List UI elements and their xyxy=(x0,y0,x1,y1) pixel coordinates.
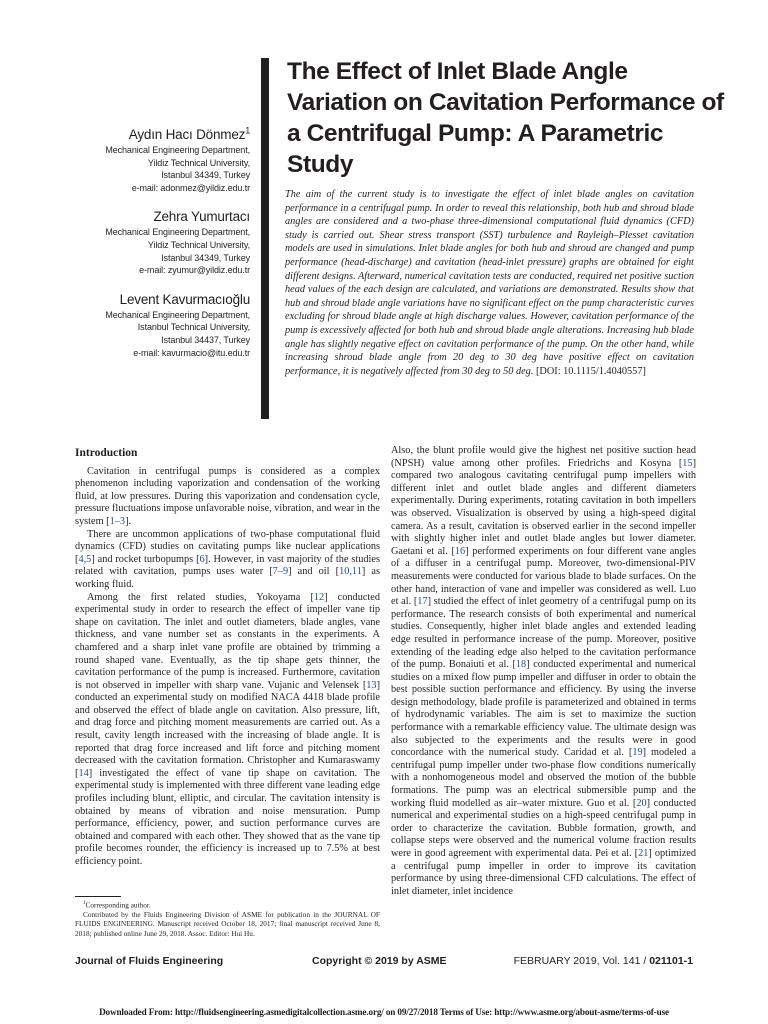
copyright-notice: Copyright © 2019 by ASME xyxy=(312,955,447,967)
abstract xyxy=(285,188,694,378)
citation-link[interactable]: 15 xyxy=(682,457,693,469)
citation-link[interactable]: 6 xyxy=(199,553,205,565)
author-name: Aydın Hacı Dönmez$^1$ xyxy=(128,125,250,142)
citation-link[interactable]: 19 xyxy=(632,747,643,759)
paragraph: Cavitation in centrifugal pumps is considered as a complex phenomenon including vaporization and condensation of the working fluid, at low pressures. During this vaporization and condensation cycle, pressure fluctuations impose unfavorable noise, vibration, and wear in the system [1–3]. xyxy=(75,465,380,527)
page-footer xyxy=(75,955,693,969)
paragraph: Also, the blunt profile would give the highest net positive suction head (NPSH) value among other profiles. Friedrichs and Kosyna [15] compared two analogous cavitating centrifugal pump impellers with different inlet and outlet blade angles and different diameters experimentally. During experiments, rotating cavitation in both impellers was observed. Visualization is observed by using a high-speed digital camera. As a result, cavitation is observed earlier in the second impeller with slightly higher inlet and outlet blade angles but lower diameter. Gaetani et al. [16] performed experiments on four different vane angles of a diffuser in a centrifugal pump. Moreover, two-dimensional-PIV measurements were conducted for various blade to blade surfaces. On the other hand, interaction of vane and impeller was considered as well. Luo et al. [17] studied the effect of inlet geometry of a centrifugal pump on its performance. The research consists of both experimental and numerical studies. Consequently, higher inlet blade angles and extended leading edge resulted in performance increase of the pump. Moreover, positive extending of the leading edge also helped to the cavitation performance of the pump. Bonaiuti et al. [18] conducted experimental and numerical studies on a mixed flow pump impeller and diffuser in order to obtain the best possible suction performance and efficiency. By using the inverse design methodology, blade profile is parameterized and obtained in terms of hydrodynamic variables. The aim is set to maximize the suction performance with a remarkable efficiency value. The ultimate design was also subjected to the experiments and the results were in good concordance with the numerical study. Caridad et al. [19] modeled a centrifugal pump impeller under two-phase flow conditions numerically with a nonhomogeneous model and observed the motion of the bubble formations. The pump was an electrical submersible pump and the working fluid modelled as air–water mixture. Guo et al. [20] conducted numerical and experimental studies on a high-speed centrifugal pump in order to characterize the cavitation. Bubble formation, growth, and collapse steps were observed and the numerical volume fraction results were in good agreement with experimental data. Pei et al. [21] optimized a centrifugal pump impeller in order to improve its cavitation performance by using three-dimensional CFD calculations. The effect of inlet diameter, inlet incidence xyxy=(391,445,697,897)
footnote-contribution: Contributed by the Fluids Engineering Division of ASME for publication in the JOURNAL OF FLUIDS ENGINEERING. Manuscript received October 18, 2017; final manuscript received June 8, 2018; published online June 29, 2018. Assoc. Editor: Hui Hu. xyxy=(75,909,380,938)
paragraph: There are uncommon applications of two-phase computational fluid dynamics (CFD) studies on cavitating pumps like nuclear applications [4,5] and rocket turbopumps [6]. However, in vast majority of the studies related with cavitation, pumps uses water [7–9] and oil [10,11] as working fluid. xyxy=(75,528,380,590)
journal-name: Journal of Fluids Engineering xyxy=(75,955,224,967)
author-list xyxy=(60,126,250,373)
footnote-divider xyxy=(75,896,121,897)
author-email[interactable]: e-mail: zyumur@yildiz.edu.tr xyxy=(139,265,250,276)
citation-link[interactable]: 13 xyxy=(366,679,377,691)
citation-link[interactable]: 1–3 xyxy=(109,515,126,527)
author-affiliation: Mechanical Engineering Department, Istanbul Technical University, Istanbul 34437, Turkey e-mail: kavurmacio@itu.edu.tr xyxy=(60,309,250,359)
citation-link[interactable]: 17 xyxy=(417,596,428,608)
citation-link[interactable]: 21 xyxy=(638,848,649,859)
title-accent-bar xyxy=(261,58,269,419)
author-name: Zehra Yumurtacı xyxy=(153,209,250,225)
citation-link[interactable]: 4,5 xyxy=(78,553,92,565)
author-affiliation: Mechanical Engineering Department, Yildiz Technical University, Istanbul 34349, Turkey e-mail: adonmez@yildiz.edu.tr xyxy=(60,144,250,194)
author-block xyxy=(60,291,250,359)
author-block xyxy=(60,126,250,194)
footnotes xyxy=(75,899,380,938)
section-heading-introduction: Introduction xyxy=(75,447,138,459)
body-column-left xyxy=(75,447,380,869)
issue-info: FEBRUARY 2019, Vol. 141 / 021101-1 xyxy=(513,955,693,967)
citation-link[interactable]: 7–9 xyxy=(272,566,289,578)
paragraph: Among the first related studies, Yokoyama [12] conducted experimental study in order to research the effect of impeller vane tip shape on cavitation. The inlet and outlet diameters, blade angles, vane thickness, and vane number set as constants in the experiments. A chamfered and a sharp inlet vane profile are obtained by trimming a round shaped vane. Eventually, as the tip shape gets thinner, the cavitation performance of the pump is increased. Furthermore, cavitation is not observed in impeller with sharp vane. Vujanic and Velensek [13] conducted an experimental study on modified NACA 4418 blade profile and observed the effect of blade angle on cavitation. Also pressure, lift, and drag force and pitching moment measurements are carried out. As a result, cavity length increased with the increasing of blade angle. It is reported that drag force increased and lift force and pitching moment decreased with the cavitation formation. Christopher and Kumaraswamy [14] investigated the effect of vane tip shape on cavitation. The experimental study is implemented with three different vane leading edge profiles including blunt, elliptic, and circular. The cavitation intensity is obtained by means of vibration and noise mensuration. Pump performance, efficiency, power, and suction performance curves are obtained and compared with each other. They showed that as the vane tip profile becomes rounder, the efficiency is increased up to 7.5% at best efficiency point. xyxy=(75,591,380,867)
body-column-right xyxy=(391,445,696,898)
citation-link[interactable]: 12 xyxy=(313,591,325,603)
author-block xyxy=(60,208,250,276)
citation-link[interactable]: 10,11 xyxy=(339,566,362,578)
doi-link[interactable]: [DOI: 10.1115/1.4040557] xyxy=(535,365,646,377)
download-notice: Downloaded From: http://fluidsengineering.asmedigitalcollection.asme.org/ on 09/27/2018 Terms of Use: http://www.asme.org/about-asme/terms-of-use xyxy=(99,1007,669,1017)
author-name: Levent Kavurmacıoğlu xyxy=(119,291,250,307)
footnote-corresponding: $^1$Corresponding author. xyxy=(83,900,151,910)
article-number: 021101-1 xyxy=(649,955,693,967)
author-footnote-marker: 1 xyxy=(245,125,250,136)
author-email[interactable]: e-mail: adonmez@yildiz.edu.tr xyxy=(131,182,250,193)
paper-title: The Effect of Inlet Blade Angle Variation on Cavitation Performance of a Centrifugal Pump: A Parametric Study xyxy=(287,58,724,178)
author-email[interactable]: e-mail: kavurmacio@itu.edu.tr xyxy=(133,347,250,358)
citation-link[interactable]: 16 xyxy=(454,545,466,557)
abstract-text: The aim of the current study is to investigate the effect of inlet blade angles on cavitation performance in a centrifugal pump. In order to reveal this relationship, both hub and shroud blade angles are considered and a two-phase three-dimensional computational fluid dynamics (CFD) study is carried out. Shear stress transport (SST) turbulence and Rayleigh–Plesset cavitation models are used in simulations. Inlet blade angles for both hub and shroud are changed and pump performance (head-discharge) and cavitation (head-inlet pressure) graphs are obtained for eight different designs. Afterward, numerical cavitation tests are conducted, required net positive suction head values of the each design are calculated, and variations are demonstrated. Results show that hub and shroud blade angle variations have no significant effect on the pump characteristic curves excluding for shroud blade angle at high discharge values. However, cavitation performance of the pump is excessively affected for both hub and shroud blade angle alterations. Increasing hub blade angle has slightly negative effect on cavitation performance of the pump. On the other hand, while increasing shroud blade angle from 20 deg to 30 deg have positive effect on cavitation performance, it is negatively affected from 30 deg to 50 deg. xyxy=(285,189,694,377)
citation-link[interactable]: 14 xyxy=(78,767,89,779)
citation-link[interactable]: 18 xyxy=(515,659,527,671)
author-affiliation: Mechanical Engineering Department, Yildiz Technical University, Istanbul 34349, Turkey e-mail: zyumur@yildiz.edu.tr xyxy=(60,226,250,276)
citation-link[interactable]: 20 xyxy=(636,797,647,809)
